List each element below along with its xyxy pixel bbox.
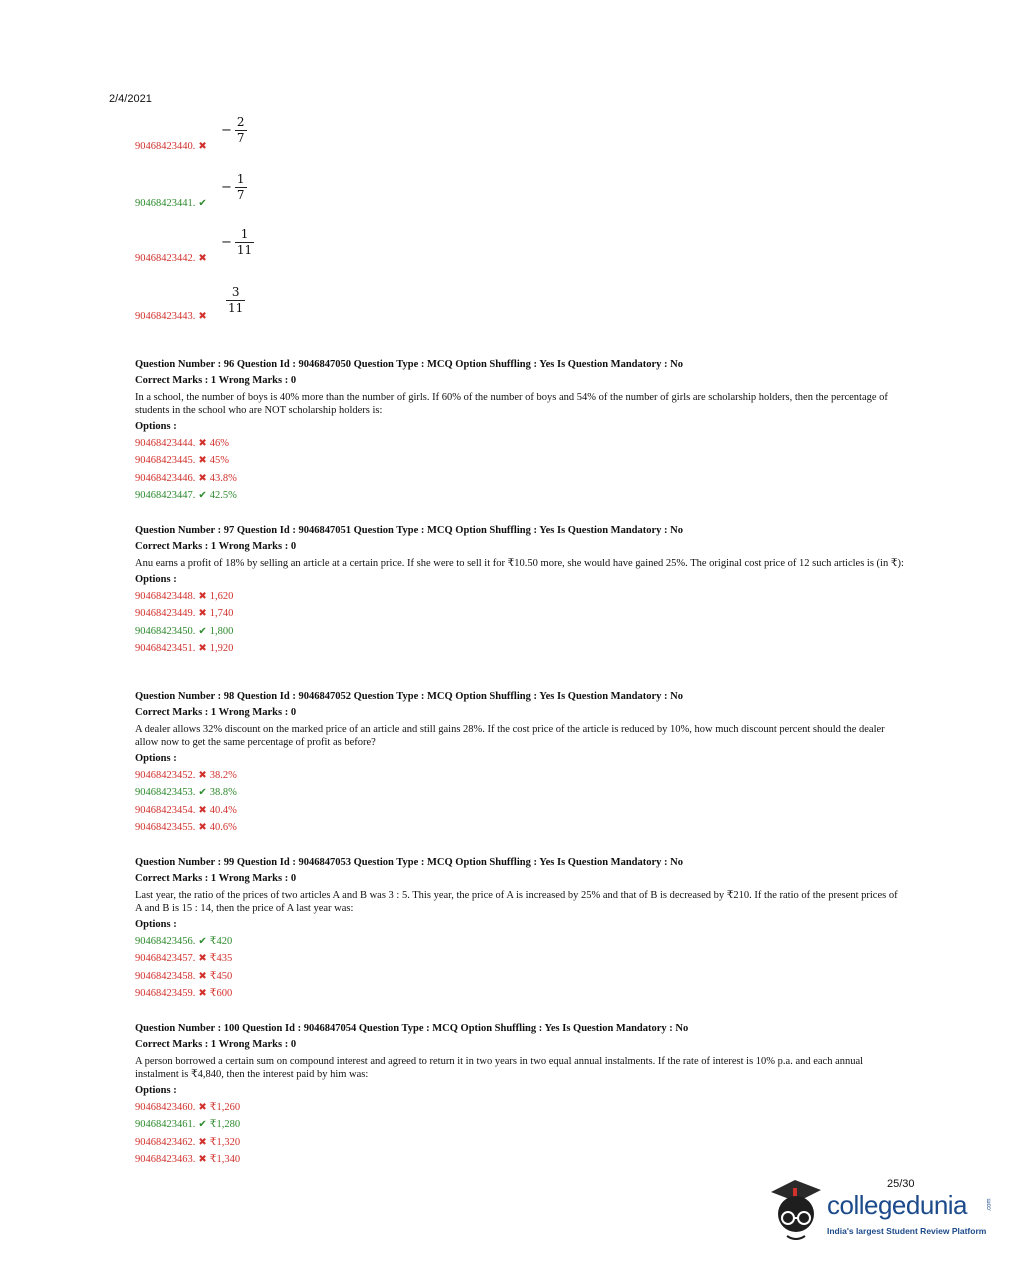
option-id: 90468423450. bbox=[135, 625, 196, 637]
option-id: 90468423447. bbox=[135, 489, 196, 501]
fraction-numerator: 2 bbox=[236, 115, 245, 129]
option-value: 38.2% bbox=[209, 770, 237, 781]
fraction-numerator: 1 bbox=[236, 172, 245, 186]
collegedunia-logo bbox=[765, 1176, 1005, 1256]
option-value: ₹1,340 bbox=[209, 1153, 241, 1165]
option-value: ₹600 bbox=[209, 987, 233, 999]
question-text: A dealer allows 32% discount on the marked price of an article and still gains 28%. If the cost price of the article is reduced by 10%, how much discount percent should the dealer allow now to get the same percentage of profit as before? bbox=[135, 724, 885, 748]
cross-icon: ✖ bbox=[198, 455, 207, 467]
option-id: 90468423448. bbox=[135, 591, 196, 602]
option-row bbox=[135, 950, 905, 967]
option-row bbox=[135, 605, 905, 622]
option-value: 1,920 bbox=[209, 642, 234, 654]
option-id: 90468423454. bbox=[135, 804, 196, 816]
cross-icon: ✖ bbox=[198, 987, 207, 999]
fraction bbox=[221, 227, 254, 258]
options-label: Options : bbox=[135, 919, 177, 930]
option-value: ₹450 bbox=[209, 970, 233, 982]
option-value: 40.6% bbox=[209, 821, 237, 833]
question-text: A person borrowed a certain sum on compound interest and agreed to return it in two years in two equal annual instalments. If the rate of interest is 10% p.a. and each annual instalment is ₹4,840, then the interest paid by him was: bbox=[135, 1056, 864, 1080]
question-text: Anu earns a profit of 18% by selling an article at a certain price. If she were to sell it for ₹10.50 more, she would have gained 25%. The original cost price of 12 such articles is (in ₹): bbox=[135, 558, 904, 569]
fraction bbox=[221, 172, 247, 203]
question-block bbox=[135, 689, 905, 836]
option-value: 46% bbox=[209, 438, 230, 449]
option-id: 90468423455. bbox=[135, 821, 196, 833]
option-row bbox=[135, 784, 905, 801]
options-label: Options : bbox=[135, 421, 177, 432]
cross-icon: ✖ bbox=[198, 970, 207, 982]
question-marks: Correct Marks : 1 Wrong Marks : 0 bbox=[135, 873, 297, 884]
fraction-sign: − bbox=[221, 123, 232, 138]
option-id: 90468423441. bbox=[135, 198, 196, 209]
check-icon: ✔ bbox=[198, 198, 207, 209]
logo-name: collegedunia bbox=[827, 1190, 968, 1220]
option-id: 90468423461. bbox=[135, 1119, 196, 1131]
option-id: 90468423451. bbox=[135, 642, 196, 654]
option-row bbox=[135, 1099, 905, 1116]
option-value: 43.8% bbox=[209, 472, 237, 484]
options-label: Options : bbox=[135, 1085, 177, 1096]
option-value: ₹1,280 bbox=[209, 1119, 241, 1131]
check-icon: ✔ bbox=[198, 936, 207, 947]
cross-icon: ✖ bbox=[198, 642, 207, 654]
cross-icon: ✖ bbox=[198, 591, 207, 602]
cross-icon: ✖ bbox=[198, 1153, 207, 1165]
question-text: Last year, the ratio of the prices of two articles A and B was 3 : 5. This year, the price of A is increased by 25% and that of B is decreased by ₹210. If the ratio of the present prices of A and B is 15 : 14, then the price of A last year was: bbox=[135, 890, 898, 914]
option-id: 90468423449. bbox=[135, 608, 196, 620]
cross-icon: ✖ bbox=[198, 804, 207, 816]
cross-icon: ✖ bbox=[198, 821, 207, 833]
question-marks: Correct Marks : 1 Wrong Marks : 0 bbox=[135, 375, 297, 386]
option-row bbox=[135, 1151, 905, 1168]
page-number: 25/30 bbox=[887, 1178, 915, 1190]
check-icon: ✔ bbox=[198, 625, 207, 637]
fraction-numerator: 3 bbox=[231, 285, 240, 299]
option-value: 42.5% bbox=[209, 489, 237, 501]
fraction bbox=[221, 115, 247, 146]
option-id: 90468423440. bbox=[135, 141, 196, 152]
option-id: 90468423445. bbox=[135, 455, 196, 467]
option-value: 1,620 bbox=[209, 591, 234, 602]
cross-icon: ✖ bbox=[198, 438, 207, 449]
print-date: 2/4/2021 bbox=[109, 93, 152, 105]
question-text: In a school, the number of boys is 40% more than the number of girls. If 60% of the number of boys and 54% of the number of girls are scholarship holders, then the percentage of students in the school who are NOT scholarship holders is: bbox=[135, 392, 888, 416]
option-id: 90468423459. bbox=[135, 987, 196, 999]
option-id: 90468423462. bbox=[135, 1136, 196, 1148]
option-row bbox=[135, 819, 905, 836]
option-id: 90468423442. bbox=[135, 253, 196, 264]
option-value: 45% bbox=[209, 455, 230, 467]
question-header: Question Number : 98 Question Id : 9046847052 Question Type : MCQ Option Shuffling : Yes Is Question Mandatory : No bbox=[135, 691, 683, 702]
option-id: 90468423443. bbox=[135, 311, 196, 322]
option-value: ₹1,260 bbox=[209, 1102, 241, 1113]
question-block bbox=[135, 855, 905, 1002]
cross-icon: ✖ bbox=[198, 953, 207, 965]
option-row bbox=[135, 435, 905, 452]
options-label: Options : bbox=[135, 574, 177, 585]
option-row bbox=[135, 640, 905, 657]
option-value: 1,740 bbox=[209, 608, 234, 620]
cross-icon: ✖ bbox=[198, 1102, 207, 1113]
option-id: 90468423446. bbox=[135, 472, 196, 484]
question-header: Question Number : 96 Question Id : 9046847050 Question Type : MCQ Option Shuffling : Yes Is Question Mandatory : No bbox=[135, 359, 683, 370]
option-row bbox=[135, 487, 905, 504]
option-row bbox=[135, 968, 905, 985]
question-header: Question Number : 99 Question Id : 9046847053 Question Type : MCQ Option Shuffling : Yes Is Question Mandatory : No bbox=[135, 857, 683, 868]
fraction-sign: − bbox=[221, 180, 232, 195]
option-id: 90468423457. bbox=[135, 953, 196, 965]
option-row bbox=[135, 1116, 905, 1133]
fraction-denominator: 7 bbox=[236, 131, 245, 145]
option-id: 90468423460. bbox=[135, 1102, 196, 1113]
option-value: ₹1,320 bbox=[209, 1136, 241, 1148]
logo-tagline: India's largest Student Review Platform bbox=[827, 1226, 987, 1236]
option-row bbox=[135, 452, 905, 469]
option-row bbox=[135, 588, 905, 605]
option-value: 38.8% bbox=[209, 787, 237, 799]
option-row bbox=[135, 470, 905, 487]
cross-icon: ✖ bbox=[198, 1136, 207, 1148]
option-row bbox=[135, 1134, 905, 1151]
question-marks: Correct Marks : 1 Wrong Marks : 0 bbox=[135, 541, 297, 552]
fraction bbox=[223, 285, 245, 316]
option-row bbox=[135, 933, 905, 950]
option-value: 40.4% bbox=[209, 804, 237, 816]
question-block bbox=[135, 357, 905, 504]
option-row bbox=[135, 985, 905, 1002]
option-row bbox=[135, 623, 905, 640]
check-icon: ✔ bbox=[198, 1119, 207, 1131]
option-id: 90468423463. bbox=[135, 1153, 196, 1165]
option-row bbox=[135, 767, 905, 784]
check-icon: ✔ bbox=[198, 787, 207, 799]
question-header: Question Number : 100 Question Id : 9046847054 Question Type : MCQ Option Shuffling : Yes Is Question Mandatory : No bbox=[135, 1023, 689, 1034]
option-value: ₹435 bbox=[209, 953, 233, 965]
option-id: 90468423452. bbox=[135, 770, 196, 781]
option-id: 90468423456. bbox=[135, 936, 196, 947]
cross-icon: ✖ bbox=[198, 311, 207, 322]
option-id: 90468423458. bbox=[135, 970, 196, 982]
option-value: ₹420 bbox=[209, 936, 233, 947]
option-value: 1,800 bbox=[209, 625, 234, 637]
fraction-sign: − bbox=[221, 235, 232, 250]
option-id: 90468423444. bbox=[135, 438, 196, 449]
question-marks: Correct Marks : 1 Wrong Marks : 0 bbox=[135, 1039, 297, 1050]
question-header: Question Number : 97 Question Id : 9046847051 Question Type : MCQ Option Shuffling : Yes Is Question Mandatory : No bbox=[135, 525, 683, 536]
logo-domain: .com bbox=[986, 1198, 993, 1212]
cross-icon: ✖ bbox=[198, 253, 207, 264]
cross-icon: ✖ bbox=[198, 770, 207, 781]
question-block bbox=[135, 523, 905, 657]
fraction-denominator: 11 bbox=[228, 301, 244, 315]
cross-icon: ✖ bbox=[198, 472, 207, 484]
cross-icon: ✖ bbox=[198, 608, 207, 620]
question-marks: Correct Marks : 1 Wrong Marks : 0 bbox=[135, 707, 297, 718]
fraction-numerator: 1 bbox=[240, 227, 249, 241]
question-block bbox=[135, 1021, 905, 1168]
options-label: Options : bbox=[135, 753, 177, 764]
mascot-icon bbox=[765, 1176, 827, 1246]
check-icon: ✔ bbox=[198, 489, 207, 501]
fraction-denominator: 7 bbox=[236, 188, 245, 202]
option-row bbox=[135, 802, 905, 819]
fraction-denominator: 11 bbox=[236, 243, 253, 257]
option-id: 90468423453. bbox=[135, 787, 196, 799]
cross-icon: ✖ bbox=[198, 141, 207, 152]
